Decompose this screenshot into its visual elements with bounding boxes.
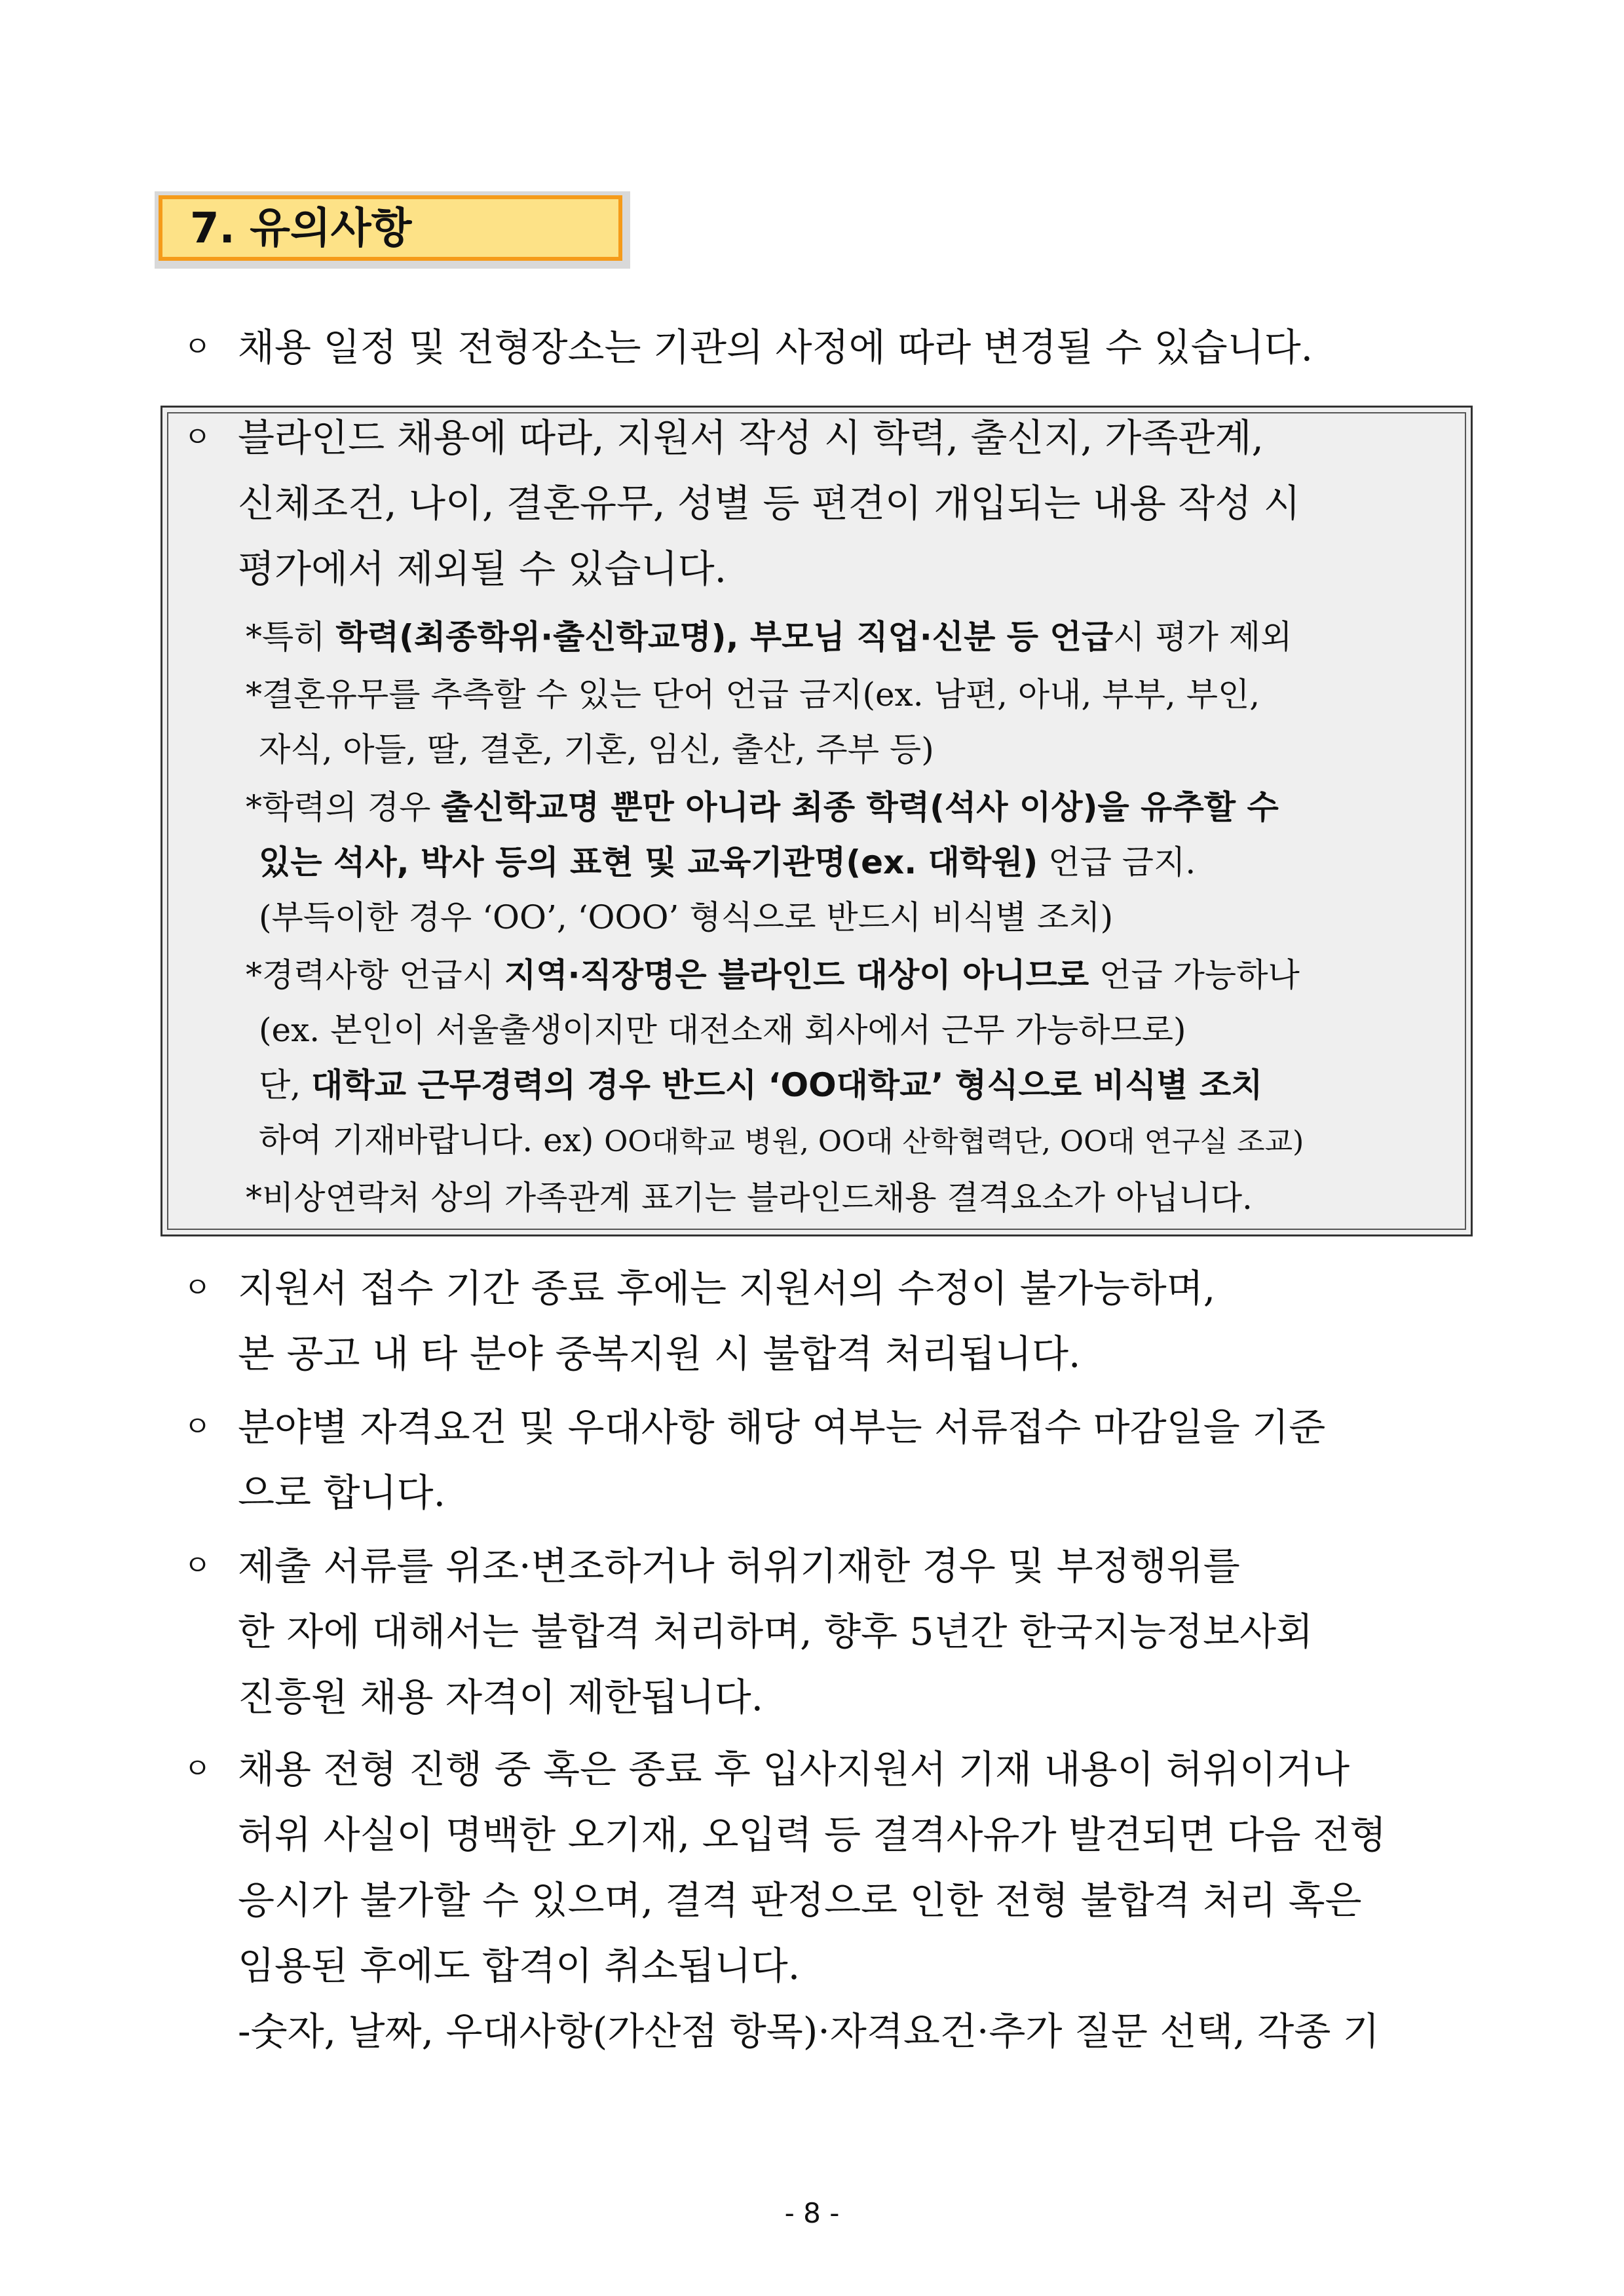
p1-line1: 채용 일정 및 전형장소는 기관의 사정에 따라 변경될 수 있습니다.	[238, 325, 1313, 370]
p5-line1: 채용 전형 진행 중 혹은 종료 후 입사지원서 기재 내용이 허위이거나	[238, 1747, 1350, 1791]
note-4-line3: 단, 대학교 근무경력의 경우 반드시 ‘OO대학교’ 형식으로 비식별 조치	[259, 1066, 1263, 1104]
p2-line1: 지원서 접수 기간 종료 후에는 지원서의 수정이 불가능하며,	[238, 1266, 1216, 1311]
bullet-icon: ㅇ	[183, 330, 212, 364]
section-title-box	[155, 191, 630, 269]
bullet-icon: ㅇ	[183, 1752, 212, 1786]
note-5: *비상연락처 상의 가족관계 표기는 블라인드채용 결격요소가 아닙니다.	[246, 1179, 1253, 1217]
bullet-icon: ㅇ	[183, 1549, 212, 1582]
p2-line2: 본 공고 내 타 분야 중복지원 시 불합격 처리됩니다.	[238, 1331, 1081, 1376]
p5-line4: 임용된 후에도 합격이 취소됩니다.	[238, 1943, 801, 1988]
note-3-line3: (부득이한 경우 ‘OO’, ‘OOO’ 형식으로 반드시 비식별 조치)	[259, 898, 1114, 936]
note-4-line2: (ex. 본인이 서울출생이지만 대전소재 회사에서 근무 가능하므로)	[259, 1011, 1186, 1049]
note-1: *특히 학력(최종학위·출신학교명), 부모님 직업·신분 등 언급시 평가 제외	[246, 618, 1293, 656]
note-2-line1: *결혼유무를 추측할 수 있는 단어 언급 금지(ex. 남편, 아내, 부부, 부인,	[246, 676, 1260, 714]
page-number: - 8 -	[784, 2197, 840, 2229]
box-line2: 신체조건, 나이, 결혼유무, 성별 등 편견이 개입되는 내용 작성 시	[238, 481, 1300, 526]
p5-line5: -숫자, 날짜, 우대사항(가산점 항목)·자격요건·추가 질문 선택, 각종 기	[238, 2009, 1380, 2054]
p3-line1: 분야별 자격요건 및 우대사항 해당 여부는 서류접수 마감일을 기준	[238, 1405, 1326, 1449]
note-4-line1: *경력사항 언급시 지역·직장명은 블라인드 대상이 아니므로 언급 가능하나	[246, 956, 1300, 994]
bullet-icon: ㅇ	[183, 1410, 212, 1444]
p4-line3: 진흥원 채용 자격이 제한됩니다.	[238, 1675, 764, 1719]
bullet-icon: ㅇ	[183, 1271, 212, 1305]
note-2-line2: 자식, 아들, 딸, 결혼, 기혼, 임신, 출산, 주부 등)	[259, 731, 934, 769]
p4-line1: 제출 서류를 위조·변조하거나 허위기재한 경우 및 부정행위를	[238, 1544, 1240, 1588]
p5-line2: 허위 사실이 명백한 오기재, 오입력 등 결격사유가 발견되면 다음 전형	[238, 1812, 1387, 1857]
note-4-line4: 하여 기재바랍니다. ex) OO대학교 병원, OO대 산학협력단, OO대 연구실 조교)	[259, 1121, 1304, 1159]
note-3-line1: *학력의 경우 출신학교명 뿐만 아니라 최종 학력(석사 이상)을 유추할 수	[246, 788, 1279, 826]
section-title-frame	[159, 195, 622, 261]
box-line1: 블라인드 채용에 따라, 지원서 작성 시 학력, 출신지, 가족관계,	[238, 415, 1264, 460]
p3-line2: 으로 합니다.	[238, 1470, 446, 1515]
box-line3: 평가에서 제외될 수 있습니다.	[238, 546, 727, 591]
section-title: 7. 유의사항	[190, 204, 412, 253]
p5-line3: 응시가 불가할 수 있으며, 결격 판정으로 인한 전형 불합격 처리 혹은	[238, 1878, 1362, 1923]
p4-line2: 한 자에 대해서는 불합격 처리하며, 향후 5년간 한국지능정보사회	[238, 1609, 1313, 1654]
bullet-icon: ㅇ	[183, 421, 212, 454]
note-3-line2: 있는 석사, 박사 등의 표현 및 교육기관명(ex. 대학원) 언급 금지.	[259, 843, 1196, 881]
